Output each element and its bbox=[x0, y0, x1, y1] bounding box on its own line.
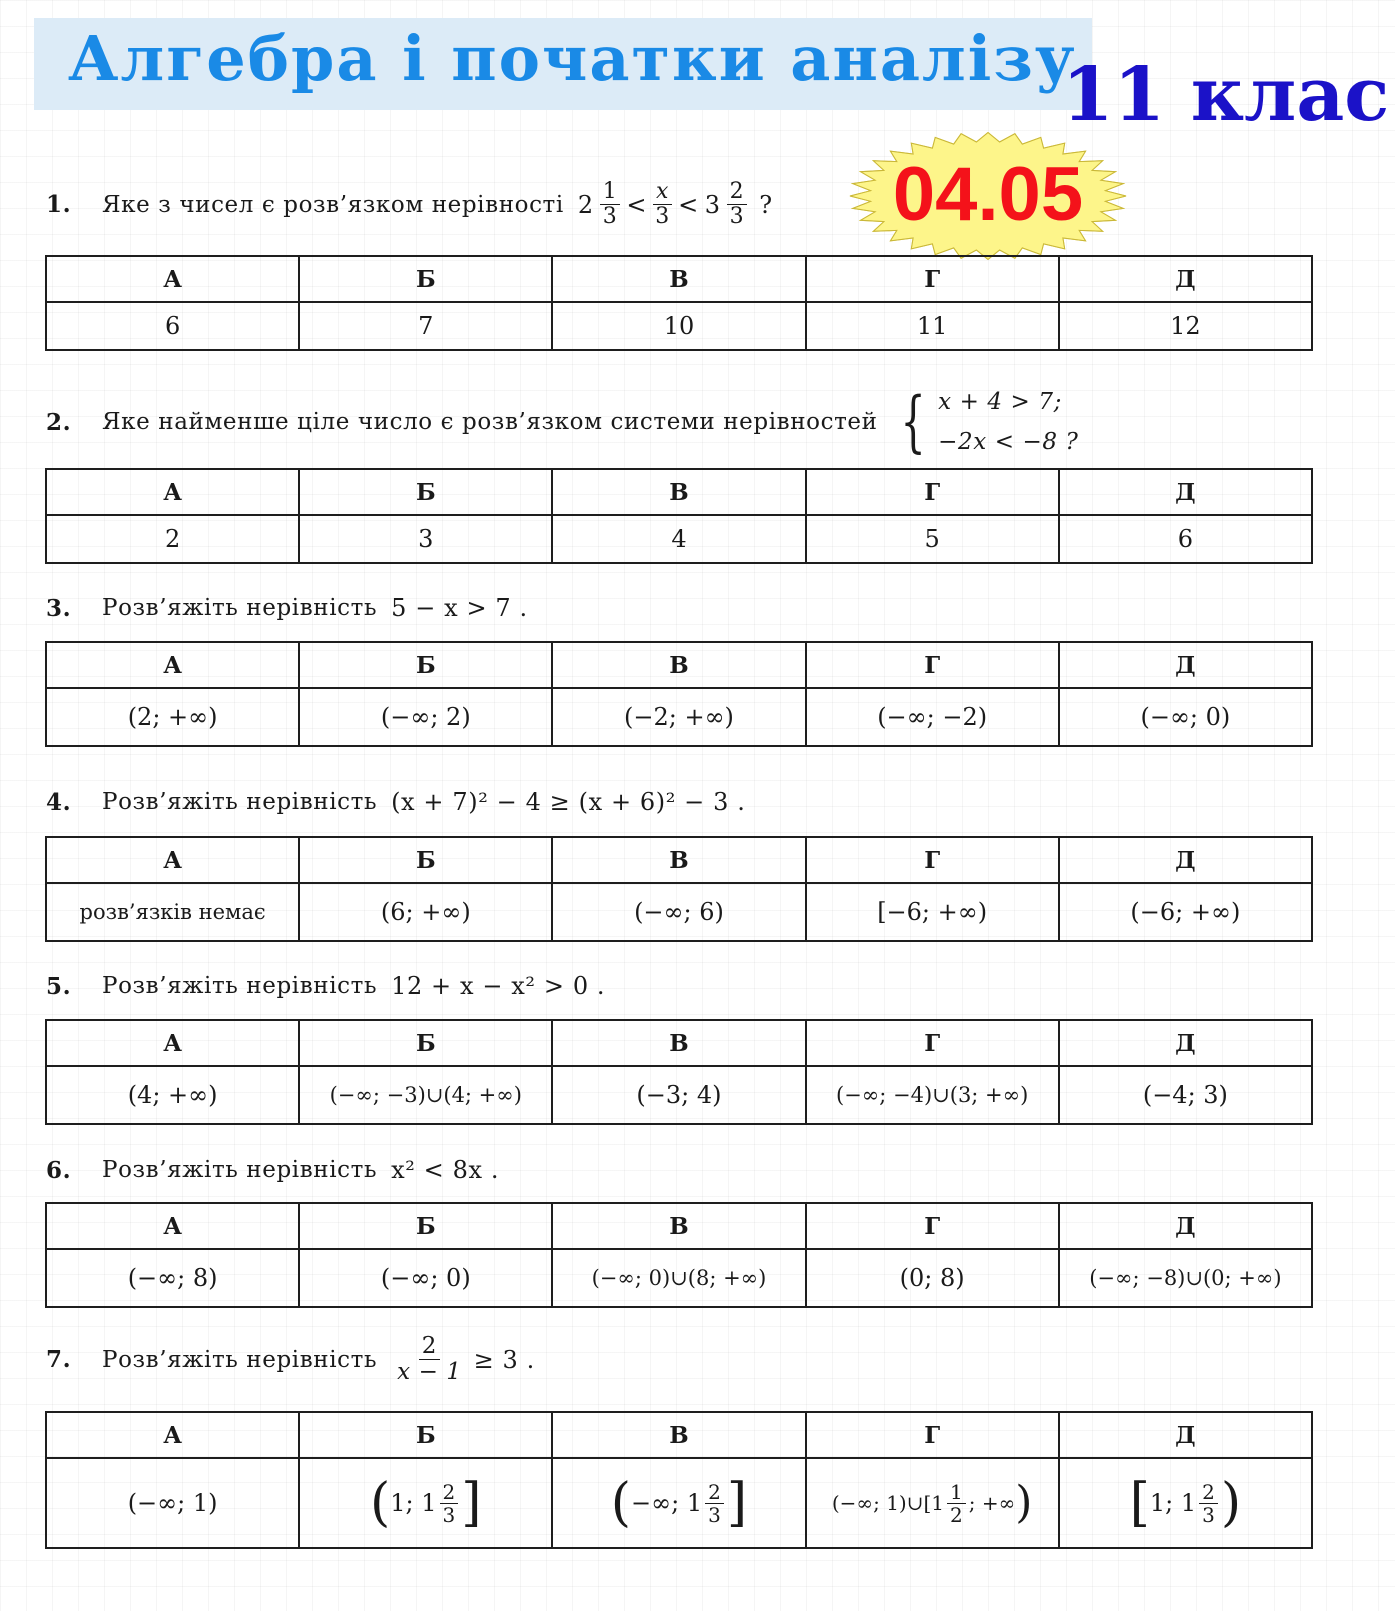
fraction-den: 3 bbox=[708, 1502, 721, 1527]
question-formula bbox=[391, 1334, 535, 1386]
answer-cell: (−∞; 0) bbox=[299, 1249, 552, 1307]
interval-start: (−∞; 1)∪[ bbox=[831, 1491, 932, 1515]
header-cell: Д bbox=[1059, 256, 1312, 302]
answer-table-2 bbox=[45, 468, 1313, 564]
header-cell: А bbox=[46, 1020, 299, 1066]
fraction-num: 2 bbox=[419, 1334, 440, 1360]
answer-table-5 bbox=[45, 1019, 1313, 1125]
answer-cell: (−4; 3) bbox=[1059, 1066, 1312, 1124]
question-number: 2. bbox=[46, 408, 72, 436]
open-bracket: ( bbox=[369, 1473, 391, 1533]
fraction-den: 2 bbox=[950, 1502, 963, 1527]
header-cell: Б bbox=[299, 256, 552, 302]
answer-cell: (−∞; 6) bbox=[552, 883, 805, 941]
header-cell: А bbox=[46, 469, 299, 515]
question-formula: 12 + x − x² > 0 . bbox=[391, 972, 606, 1000]
answer-cell: 6 bbox=[1059, 515, 1312, 563]
fraction-den: x − 1 bbox=[397, 1359, 462, 1386]
interval-end: ; +∞ bbox=[968, 1491, 1016, 1515]
question-text: Розв’яжіть нерівність bbox=[102, 973, 378, 999]
inequality-system bbox=[892, 382, 1079, 463]
answer-table-1 bbox=[45, 255, 1313, 351]
formula-op: ? bbox=[759, 190, 773, 219]
header-cell: Г bbox=[806, 469, 1059, 515]
answer-fraction bbox=[440, 1481, 459, 1526]
question-5 bbox=[46, 972, 605, 1000]
answer-cell: 2 bbox=[46, 515, 299, 563]
formula-int: 2 bbox=[577, 190, 594, 219]
fraction-den: 3 bbox=[1202, 1502, 1215, 1527]
question-text: Яке найменше ціле число є розв’язком системи нерівностей bbox=[102, 409, 878, 436]
header-cell: А bbox=[46, 1412, 299, 1458]
system-line: −2x < −8 ? bbox=[938, 429, 1079, 456]
fraction-den: 3 bbox=[602, 204, 618, 230]
date-label: 04.05 bbox=[892, 151, 1084, 237]
header-cell: Д bbox=[1059, 1020, 1312, 1066]
answer-cell bbox=[806, 1458, 1059, 1548]
interval-start: 1; 1 bbox=[390, 1489, 437, 1517]
answer-cell: (0; 8) bbox=[806, 1249, 1059, 1307]
question-formula bbox=[578, 180, 773, 229]
header-cell: Г bbox=[806, 642, 1059, 688]
header-cell: Г bbox=[806, 1020, 1059, 1066]
close-bracket: ) bbox=[1220, 1473, 1242, 1533]
answer-cell bbox=[299, 1458, 552, 1548]
question-4 bbox=[46, 788, 745, 816]
formula-op: ≥ 3 . bbox=[473, 1345, 535, 1374]
header-cell: Д bbox=[1059, 469, 1312, 515]
system-line: x + 4 > 7; bbox=[938, 389, 1062, 415]
interval-start: −∞; 1 bbox=[631, 1489, 703, 1517]
header-cell: В bbox=[552, 256, 805, 302]
answer-cell: (−3; 4) bbox=[552, 1066, 805, 1124]
question-number: 6. bbox=[46, 1156, 72, 1184]
answer-cell: (−∞; 2) bbox=[299, 688, 552, 746]
grade-label: 11 клас bbox=[1062, 52, 1390, 138]
header-cell: В bbox=[552, 469, 805, 515]
answer-cell: (−2; +∞) bbox=[552, 688, 805, 746]
fraction-num: 2 bbox=[440, 1481, 459, 1504]
answer-cell: [−6; +∞) bbox=[806, 883, 1059, 941]
open-bracket: [ bbox=[1129, 1473, 1150, 1533]
formula-op: < bbox=[626, 190, 648, 219]
question-formula: x² < 8x . bbox=[391, 1156, 500, 1184]
header-cell: Б bbox=[299, 1020, 552, 1066]
fraction-num: 1 bbox=[947, 1481, 966, 1504]
header-cell: Д bbox=[1059, 1412, 1312, 1458]
answer-cell: 6 bbox=[46, 302, 299, 350]
answer-table-6 bbox=[45, 1202, 1313, 1308]
interval-start: 1; 1 bbox=[1149, 1489, 1197, 1517]
question-text: Розв’яжіть нерівність bbox=[102, 1157, 378, 1183]
answer-cell: 11 bbox=[806, 302, 1059, 350]
formula-op: < bbox=[678, 190, 699, 219]
header-cell: В bbox=[552, 837, 805, 883]
header-cell: А bbox=[46, 256, 299, 302]
header-cell: А bbox=[46, 1203, 299, 1249]
formula-int: 3 bbox=[704, 190, 721, 219]
answer-cell bbox=[1059, 1458, 1312, 1548]
header-cell: Д bbox=[1059, 837, 1312, 883]
answer-cell: (−∞; −3)∪(4; +∞) bbox=[299, 1066, 552, 1124]
header-cell: Г bbox=[806, 1203, 1059, 1249]
answer-cell: (4; +∞) bbox=[46, 1066, 299, 1124]
header-cell: Б bbox=[299, 1412, 552, 1458]
answer-table-7 bbox=[45, 1411, 1313, 1549]
answer-cell: 3 bbox=[299, 515, 552, 563]
answer-cell: 7 bbox=[299, 302, 552, 350]
answer-cell: (−∞; −2) bbox=[806, 688, 1059, 746]
question-7 bbox=[46, 1334, 535, 1386]
header-cell: Б bbox=[299, 837, 552, 883]
header-cell: А bbox=[46, 837, 299, 883]
question-number: 3. bbox=[46, 594, 72, 622]
question-text: Розв’яжіть нерівність bbox=[102, 595, 378, 621]
close-bracket: ) bbox=[1015, 1477, 1033, 1528]
fraction-den: 3 bbox=[729, 204, 745, 230]
header-cell: Д bbox=[1059, 642, 1312, 688]
fraction-num: 1 bbox=[600, 180, 621, 205]
header-cell: Б bbox=[299, 469, 552, 515]
question-text: Розв’яжіть нерівність bbox=[102, 789, 378, 815]
answer-cell: (−∞; 1) bbox=[46, 1458, 299, 1548]
interval-start: 1 bbox=[931, 1491, 945, 1515]
answer-cell: (−∞; −4)∪(3; +∞) bbox=[806, 1066, 1059, 1124]
header-cell: В bbox=[552, 1020, 805, 1066]
question-text: Розв’яжіть нерівність bbox=[102, 1346, 378, 1373]
answer-table-4 bbox=[45, 836, 1313, 942]
open-bracket: ( bbox=[610, 1473, 632, 1533]
header-cell: А bbox=[46, 642, 299, 688]
brace-icon: { bbox=[900, 382, 926, 460]
header-cell: Д bbox=[1059, 1203, 1312, 1249]
formula-fraction bbox=[600, 180, 621, 229]
question-number: 4. bbox=[46, 788, 72, 816]
formula-fraction bbox=[397, 1334, 462, 1386]
question-number: 1. bbox=[46, 191, 72, 219]
fraction-num: x bbox=[653, 180, 672, 205]
answer-cell: (−∞; 8) bbox=[46, 1249, 299, 1307]
header-cell: Б bbox=[299, 1203, 552, 1249]
question-number: 7. bbox=[46, 1346, 72, 1374]
fraction-den: 3 bbox=[655, 204, 670, 230]
formula-fraction bbox=[653, 180, 672, 229]
header-cell: Г bbox=[806, 837, 1059, 883]
header-cell: Б bbox=[299, 642, 552, 688]
answer-cell: 12 bbox=[1059, 302, 1312, 350]
page-title: Алгебра і початки аналізу bbox=[68, 22, 1077, 95]
fraction-num: 2 bbox=[705, 1481, 724, 1504]
question-number: 5. bbox=[46, 972, 72, 1000]
header-cell: Г bbox=[806, 256, 1059, 302]
question-formula: 5 − x > 7 . bbox=[391, 594, 528, 622]
fraction-num: 2 bbox=[1199, 1481, 1218, 1504]
header-cell: В bbox=[552, 642, 805, 688]
answer-cell: розв’язків немає bbox=[46, 883, 299, 941]
answer-fraction bbox=[947, 1481, 966, 1526]
answer-fraction bbox=[705, 1481, 724, 1526]
question-text: Яке з чисел є розв’язком нерівності bbox=[102, 191, 564, 218]
answer-table-3 bbox=[45, 641, 1313, 747]
question-6 bbox=[46, 1156, 499, 1184]
formula-fraction bbox=[727, 180, 748, 229]
question-formula: (x + 7)² − 4 ≥ (x + 6)² − 3 . bbox=[391, 788, 746, 816]
question-2 bbox=[46, 382, 1078, 463]
answer-cell: 4 bbox=[552, 515, 805, 563]
answer-cell: 5 bbox=[806, 515, 1059, 563]
close-bracket: ] bbox=[726, 1473, 748, 1533]
answer-cell: (−∞; −8)∪(0; +∞) bbox=[1059, 1249, 1312, 1307]
answer-fraction bbox=[1199, 1481, 1218, 1526]
answer-cell: 10 bbox=[552, 302, 805, 350]
fraction-den: 3 bbox=[442, 1502, 456, 1527]
answer-cell bbox=[552, 1458, 805, 1548]
answer-cell: (2; +∞) bbox=[46, 688, 299, 746]
header-cell: Г bbox=[806, 1412, 1059, 1458]
fraction-num: 2 bbox=[727, 180, 748, 205]
question-3 bbox=[46, 594, 528, 622]
answer-cell: (−∞; 0)∪(8; +∞) bbox=[552, 1249, 805, 1307]
answer-cell: (−6; +∞) bbox=[1059, 883, 1312, 941]
answer-cell: (6; +∞) bbox=[299, 883, 552, 941]
question-1 bbox=[46, 180, 773, 229]
header-cell: В bbox=[552, 1203, 805, 1249]
close-bracket: ] bbox=[461, 1473, 482, 1533]
answer-cell: (−∞; 0) bbox=[1059, 688, 1312, 746]
header-cell: В bbox=[552, 1412, 805, 1458]
